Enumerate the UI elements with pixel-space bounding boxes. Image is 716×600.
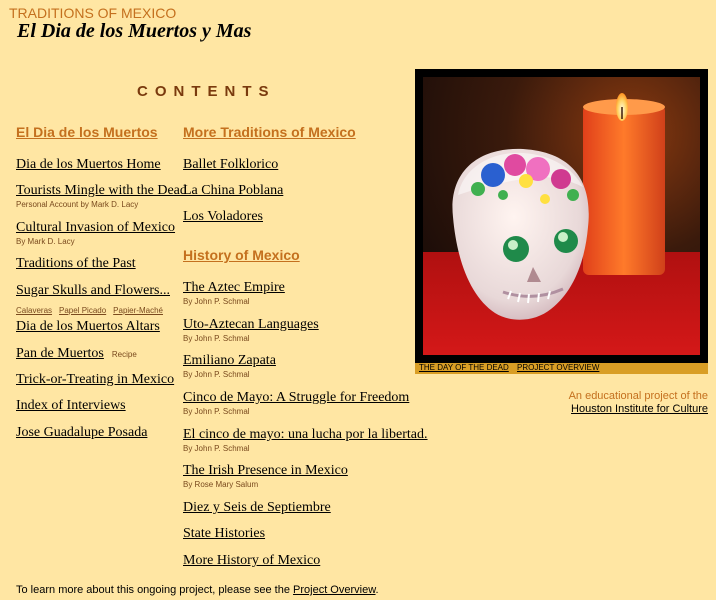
section-heading-dia-de-los-muertos[interactable]: El Dia de los Muertos [16, 124, 158, 140]
list-item [183, 524, 265, 542]
link-trick-or-treating[interactable]: Trick-or-Treating in Mexico [16, 372, 175, 387]
list-item [183, 181, 283, 199]
link-state-histories[interactable]: State Histories [183, 526, 266, 541]
link-project-overview[interactable]: PROJECT OVERVIEW [517, 363, 600, 372]
section-heading-more-traditions[interactable]: More Traditions of Mexico [183, 124, 356, 140]
footer [16, 584, 379, 596]
link-sugar-skulls[interactable]: Sugar Skulls and Flowers... [16, 283, 170, 298]
list-item [183, 278, 285, 306]
footer-text: To learn more about this ongoing project, please see the [16, 584, 294, 596]
page-title: El Dia de los Muertos y Mas [17, 20, 252, 42]
link-index-interviews[interactable]: Index of Interviews [16, 398, 126, 413]
link-posada[interactable]: Jose Guadalupe Posada [16, 425, 148, 440]
list-item [183, 315, 319, 343]
list-item [183, 388, 409, 416]
link-more-history[interactable]: More History of Mexico [183, 553, 321, 568]
sugar-skull-photo[interactable] [423, 77, 700, 355]
list-item [16, 155, 161, 173]
link-altars[interactable]: Dia de los Muertos Altars [16, 319, 160, 334]
link-irish-presence[interactable]: The Irish Presence in Mexico [183, 463, 348, 478]
photo-frame [415, 69, 708, 363]
section-heading-history[interactable]: History of Mexico [183, 247, 300, 263]
link-calaveras[interactable]: Calaveras [16, 306, 53, 315]
byline: Personal Account by Mark D. Lacy [16, 200, 139, 209]
list-item [16, 218, 175, 246]
byline: By John P. Schmal [183, 297, 250, 306]
link-cinco-de-mayo[interactable]: Cinco de Mayo: A Struggle for Freedom [183, 390, 410, 405]
list-item [183, 155, 278, 173]
byline: By John P. Schmal [183, 370, 250, 379]
link-ballet-folklorico[interactable]: Ballet Folklorico [183, 157, 279, 172]
educational-project-note [569, 390, 708, 416]
link-uto-aztecan[interactable]: Uto-Aztecan Languages [183, 317, 319, 332]
link-china-poblana[interactable]: La China Poblana [183, 183, 284, 198]
link-pan-de-muertos[interactable]: Pan de Muertos [16, 346, 104, 361]
link-cinco-de-mayo-es[interactable]: El cinco de mayo: una lucha por la libertad. [183, 427, 428, 442]
list-item [183, 207, 263, 225]
link-aztec-empire[interactable]: The Aztec Empire [183, 280, 285, 295]
list-item [183, 498, 331, 516]
list-item [16, 181, 187, 209]
link-traditions-past[interactable]: Traditions of the Past [16, 256, 136, 271]
list-item [16, 254, 136, 272]
list-item [16, 396, 126, 414]
recipe-note: Recipe [111, 350, 137, 359]
site-title: TRADITIONS OF MEXICO [9, 5, 177, 21]
list-item [16, 423, 147, 441]
link-voladores[interactable]: Los Voladores [183, 209, 263, 224]
byline: By Mark D. Lacy [16, 237, 75, 246]
byline: By Rose Mary Salum [183, 480, 259, 489]
list-item [16, 344, 137, 362]
photo-caption-bar [415, 363, 708, 374]
sugar-skull-candle-image [423, 77, 700, 355]
contents-heading: CONTENTS [137, 83, 276, 100]
byline: By John P. Schmal [183, 334, 250, 343]
link-papier-mache[interactable]: Papier-Maché [113, 306, 163, 315]
list-item [183, 551, 320, 569]
link-zapata[interactable]: Emiliano Zapata [183, 353, 276, 368]
edu-text: An educational project of the [568, 390, 708, 402]
footer-link-project-overview[interactable]: Project Overview [293, 584, 376, 596]
byline: By John P. Schmal [183, 407, 250, 416]
link-papel-picado[interactable]: Papel Picado [59, 306, 107, 315]
list-item [183, 461, 348, 489]
byline: By John P. Schmal [183, 444, 250, 453]
sugar-skulls-sublinks [16, 300, 170, 318]
list-item [183, 351, 276, 379]
link-diez-y-seis[interactable]: Diez y Seis de Septiembre [183, 500, 331, 515]
link-day-of-the-dead[interactable]: THE DAY OF THE DEAD [419, 363, 509, 372]
list-item [16, 281, 170, 318]
list-item [183, 425, 428, 453]
link-cultural-invasion[interactable]: Cultural Invasion of Mexico [16, 220, 176, 235]
link-houston-institute[interactable]: Houston Institute for Culture [571, 403, 708, 415]
list-item [16, 317, 160, 335]
footer-end: . [375, 584, 379, 596]
link-dia-home[interactable]: Dia de los Muertos Home [16, 157, 161, 172]
link-tourists-mingle[interactable]: Tourists Mingle with the Dead [16, 183, 187, 198]
list-item [16, 370, 174, 388]
